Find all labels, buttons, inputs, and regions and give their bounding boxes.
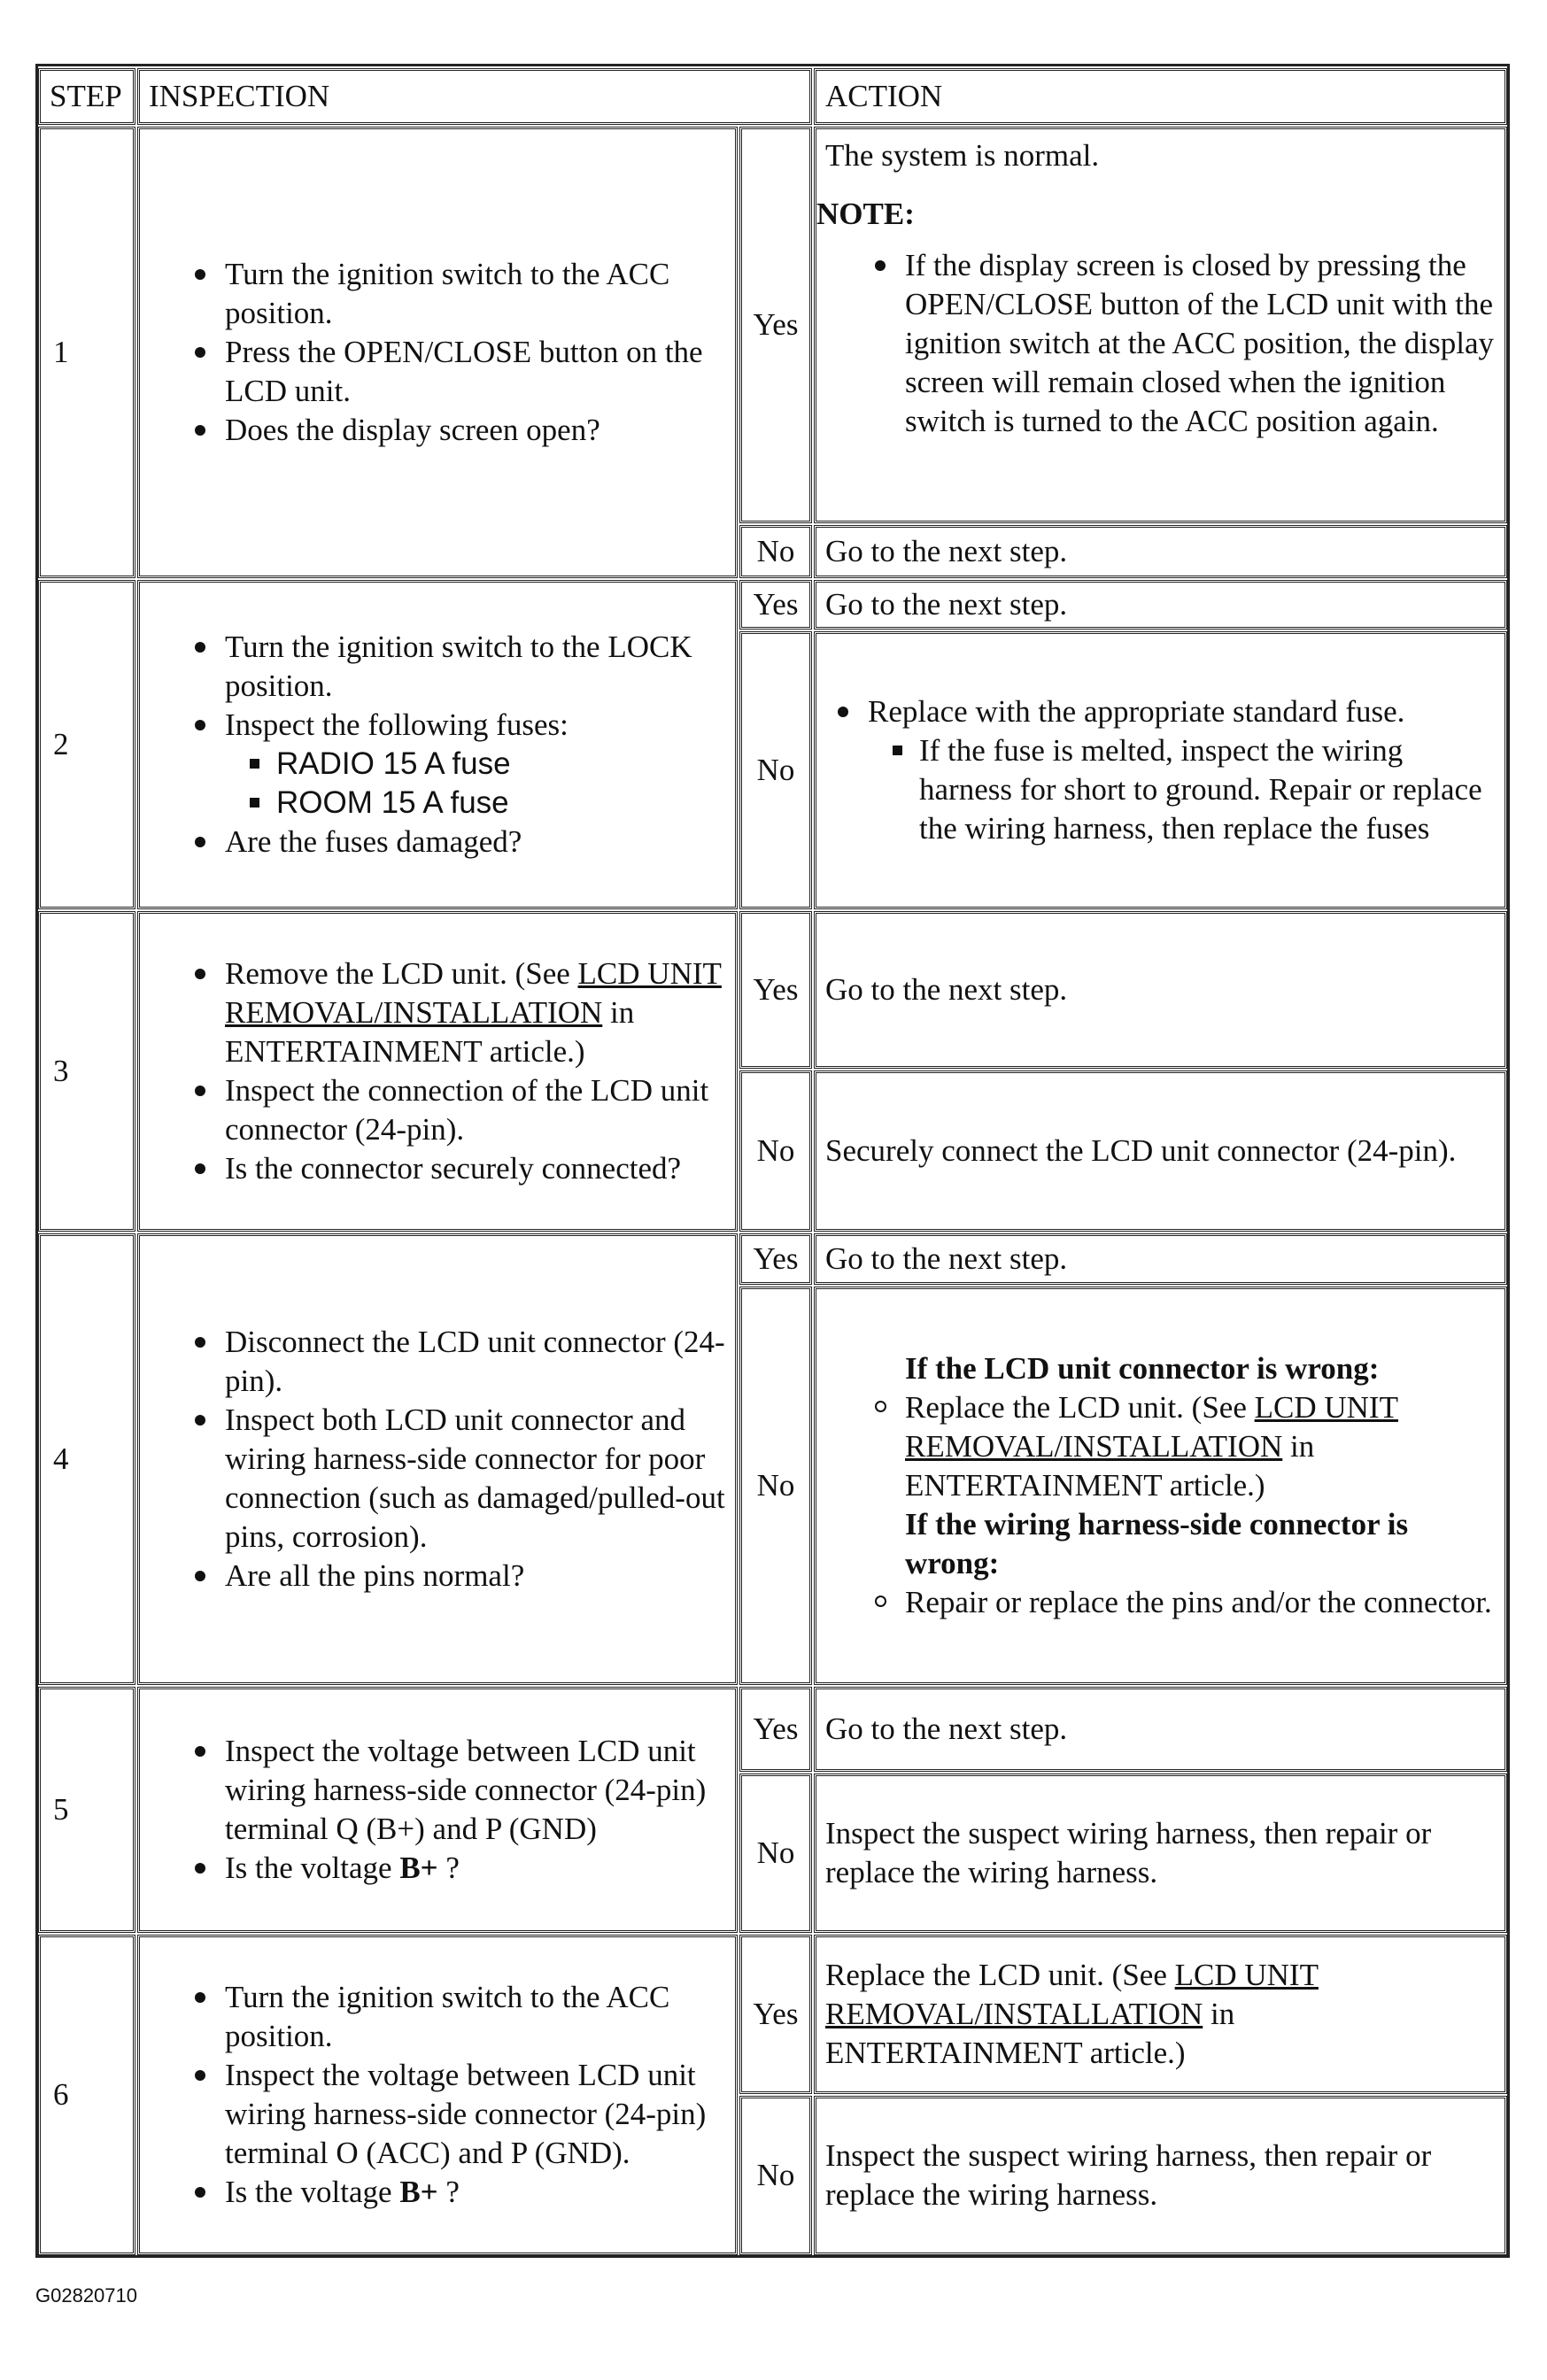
step-2-no-action	[814, 631, 1507, 909]
list-item: Remove the LCD unit. (See LCD UNIT REMOVAL/INSTALLATION in ENTERTAINMENT article.)	[225, 954, 726, 1071]
step-5-number: 5	[38, 1687, 135, 1933]
header-step	[38, 68, 135, 125]
step-6-no-action: Inspect the suspect wiring harness, then repair or replace the wiring harness.	[814, 2096, 1507, 2255]
figure-code: G02820710	[35, 2284, 137, 2307]
step-6-inspection	[137, 1935, 738, 2255]
header-inspection	[137, 68, 812, 125]
step-6-no-label: No	[739, 2096, 812, 2255]
step-4-inspection	[137, 1233, 738, 1685]
step-3-no-action: Securely connect the LCD unit connector (24-pin).	[814, 1070, 1507, 1232]
step-4-no-label: No	[739, 1287, 812, 1685]
step-5-inspection	[137, 1687, 738, 1933]
header-action-label: ACTION	[825, 79, 943, 113]
step-1-no-action: Go to the next step.	[814, 525, 1507, 578]
fuse-item: ROOM 15 A fuse	[276, 784, 726, 823]
list-item: Inspect the connection of the LCD unit connector (24-pin).	[225, 1071, 726, 1149]
action-text: The system is normal.	[825, 138, 1100, 173]
step-6-yes-label: Yes	[739, 1935, 812, 2094]
list-item: Replace the LCD unit. (See LCD UNIT REMOVAL/INSTALLATION in ENTERTAINMENT article.)	[905, 1388, 1496, 1505]
step-1-yes-label: Yes	[739, 127, 812, 523]
step-1-yes-action	[814, 127, 1507, 523]
step-2-yes-action: Go to the next step.	[814, 580, 1507, 630]
list-item: Turn the ignition switch to the LOCK position.	[225, 628, 726, 706]
step-3-yes-label: Yes	[739, 911, 812, 1069]
list-item: Inspect the following fuses: RADIO 15 A fuse ROOM 15 A fuse	[225, 706, 726, 823]
sub-item: If the fuse is melted, inspect the wiring harness for short to ground. Repair or replace the wiring harness, then replace the fuses	[919, 731, 1496, 848]
condition-heading: If the LCD unit connector is wrong:	[905, 1351, 1380, 1386]
step-6-number: 6	[38, 1935, 135, 2255]
step-5-yes-action: Go to the next step.	[814, 1687, 1507, 1772]
step-2-no-label: No	[739, 631, 812, 909]
step-1-inspection	[137, 127, 738, 578]
step-5-yes-label: Yes	[739, 1687, 812, 1772]
list-item: Repair or replace the pins and/or the connector.	[905, 1583, 1496, 1622]
list-item: Turn the ignition switch to the ACC position.	[225, 1978, 726, 2056]
fuse-item: RADIO 15 A fuse	[276, 745, 726, 784]
list-item: Inspect the voltage between LCD unit wiring harness-side connector (24-pin) terminal O (ACC) and P (GND).	[225, 2056, 726, 2173]
list-item: Press the OPEN/CLOSE button on the LCD unit.	[225, 333, 726, 411]
step-1-no-label: No	[739, 525, 812, 578]
list-item: Replace with the appropriate standard fuse. If the fuse is melted, inspect the wiring harness for short to ground. Repair or replace the wiring harness, then replace the fuses	[868, 692, 1496, 848]
step-4-no-action	[814, 1287, 1507, 1685]
list-item: Disconnect the LCD unit connector (24-pin).	[225, 1323, 726, 1401]
list-item: Is the voltage B+ ?	[225, 1849, 726, 1888]
header-step-label: STEP	[50, 79, 122, 113]
step-6-yes-action: Replace the LCD unit. (See LCD UNIT REMOVAL/INSTALLATION in ENTERTAINMENT article.)	[814, 1935, 1507, 2094]
step-2-inspection	[137, 580, 738, 909]
list-item: Turn the ignition switch to the ACC position.	[225, 255, 726, 333]
step-4-yes-label: Yes	[739, 1233, 812, 1285]
step-3-number: 3	[38, 911, 135, 1232]
step-1-number: 1	[38, 127, 135, 578]
step-3-yes-action: Go to the next step.	[814, 911, 1507, 1069]
lcd-unit-removal-link[interactable]: LCD UNIT REMOVAL/INSTALLATION	[905, 1390, 1398, 1464]
step-2-yes-label: Yes	[739, 580, 812, 630]
lcd-unit-removal-link[interactable]: LCD UNIT REMOVAL/INSTALLATION	[825, 1958, 1319, 2031]
lcd-unit-removal-link[interactable]: LCD UNIT REMOVAL/INSTALLATION	[225, 956, 722, 1030]
step-3-no-label: No	[739, 1070, 812, 1232]
list-item: Inspect both LCD unit connector and wiring harness-side connector for poor connection (such as damaged/pulled-out pins, corrosion).	[225, 1401, 726, 1557]
step-3-inspection	[137, 911, 738, 1232]
header-action	[814, 68, 1507, 125]
step-4-number: 4	[38, 1233, 135, 1685]
list-item: Is the voltage B+ ?	[225, 2173, 726, 2212]
step-2-number: 2	[38, 580, 135, 909]
list-item: Is the connector securely connected?	[225, 1149, 726, 1188]
note-title: NOTE:	[816, 197, 915, 231]
list-item: Inspect the voltage between LCD unit wiring harness-side connector (24-pin) terminal Q (B+) and P (GND)	[225, 1732, 726, 1849]
list-item: Does the display screen open?	[225, 411, 726, 450]
step-5-no-action: Inspect the suspect wiring harness, then repair or replace the wiring harness.	[814, 1773, 1507, 1933]
list-item: Are all the pins normal?	[225, 1557, 726, 1596]
list-item: Are the fuses damaged?	[225, 823, 726, 862]
step-4-yes-action: Go to the next step.	[814, 1233, 1507, 1285]
note-text: If the display screen is closed by pressing the OPEN/CLOSE button of the LCD unit with the ignition switch at the ACC position, the display screen will remain closed when the ignition switch is turned to the ACC position again.	[905, 246, 1496, 441]
condition-heading: If the wiring harness-side connector is wrong:	[905, 1507, 1409, 1580]
header-inspection-label: INSPECTION	[149, 79, 330, 113]
step-5-no-label: No	[739, 1773, 812, 1933]
